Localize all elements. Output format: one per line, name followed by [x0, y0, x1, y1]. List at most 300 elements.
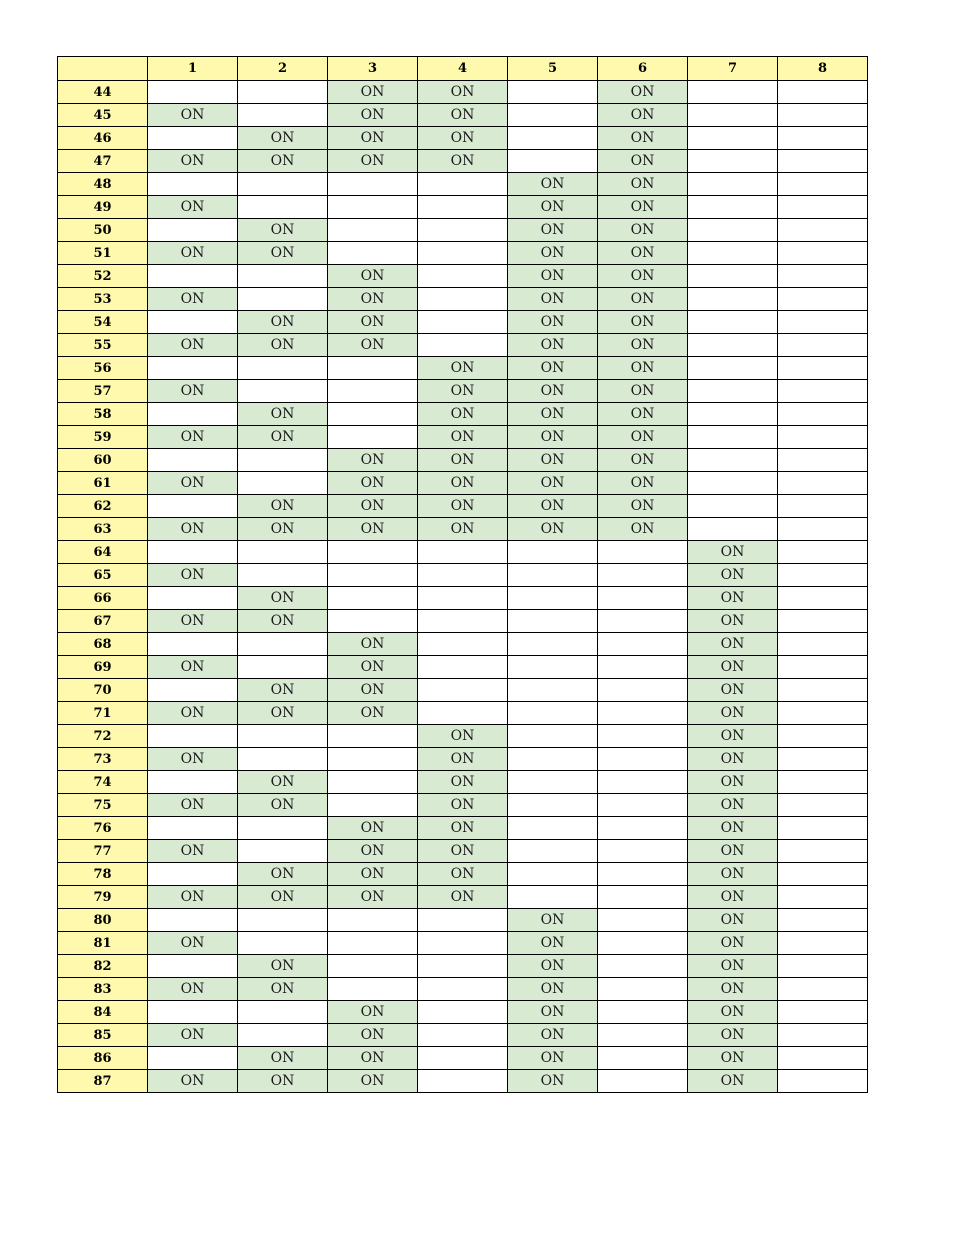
switch-cell: ON — [688, 978, 778, 1001]
table-row — [58, 771, 868, 794]
row-label: 59 — [58, 426, 148, 449]
switch-cell: ON — [508, 1001, 598, 1024]
row-label: 68 — [58, 633, 148, 656]
table-row — [58, 311, 868, 334]
switch-cell: ON — [598, 104, 688, 127]
switch-cell — [238, 541, 328, 564]
switch-cell — [418, 610, 508, 633]
switch-cell: ON — [328, 702, 418, 725]
switch-cell: ON — [328, 1024, 418, 1047]
switch-cell: ON — [508, 1047, 598, 1070]
table-row — [58, 449, 868, 472]
switch-cell: ON — [688, 656, 778, 679]
switch-cell — [328, 541, 418, 564]
row-label: 82 — [58, 955, 148, 978]
switch-cell: ON — [238, 771, 328, 794]
switch-cell — [148, 1047, 238, 1070]
switch-cell — [148, 173, 238, 196]
switch-cell: ON — [148, 978, 238, 1001]
table-row — [58, 173, 868, 196]
switch-cell — [508, 840, 598, 863]
switch-cell — [688, 127, 778, 150]
switch-cell — [778, 886, 868, 909]
switch-cell — [598, 725, 688, 748]
switch-cell — [238, 633, 328, 656]
switch-cell — [148, 449, 238, 472]
switch-cell — [778, 794, 868, 817]
switch-cell — [598, 794, 688, 817]
switch-cell: ON — [148, 104, 238, 127]
switch-cell — [238, 380, 328, 403]
switch-cell — [778, 702, 868, 725]
switch-cell — [508, 587, 598, 610]
switch-cell: ON — [508, 909, 598, 932]
switch-cell: ON — [328, 311, 418, 334]
switch-cell — [778, 1001, 868, 1024]
switch-cell — [328, 610, 418, 633]
switch-cell: ON — [328, 1047, 418, 1070]
row-label: 44 — [58, 81, 148, 104]
switch-cell — [328, 219, 418, 242]
table-row — [58, 104, 868, 127]
switch-cell: ON — [688, 955, 778, 978]
table-row — [58, 840, 868, 863]
switch-cell — [688, 449, 778, 472]
switch-cell: ON — [328, 150, 418, 173]
row-label: 87 — [58, 1070, 148, 1093]
switch-cell — [238, 449, 328, 472]
switch-cell — [778, 357, 868, 380]
switch-cell: ON — [598, 127, 688, 150]
switch-cell — [778, 81, 868, 104]
row-label: 60 — [58, 449, 148, 472]
switch-cell — [418, 978, 508, 1001]
switch-cell: ON — [688, 794, 778, 817]
switch-cell: ON — [688, 1070, 778, 1093]
switch-cell: ON — [508, 219, 598, 242]
switch-cell: ON — [148, 840, 238, 863]
switch-cell: ON — [688, 702, 778, 725]
row-label: 78 — [58, 863, 148, 886]
row-label: 57 — [58, 380, 148, 403]
switch-cell: ON — [598, 196, 688, 219]
switch-cell: ON — [238, 518, 328, 541]
row-label: 64 — [58, 541, 148, 564]
switch-cell — [148, 909, 238, 932]
switch-cell — [778, 679, 868, 702]
switch-cell: ON — [238, 219, 328, 242]
switch-cell — [148, 633, 238, 656]
switch-cell — [598, 1070, 688, 1093]
row-label: 61 — [58, 472, 148, 495]
switch-cell — [778, 403, 868, 426]
switch-cell: ON — [328, 840, 418, 863]
switch-cell: ON — [508, 472, 598, 495]
switch-cell: ON — [238, 495, 328, 518]
switch-cell — [598, 564, 688, 587]
switch-cell: ON — [238, 127, 328, 150]
switch-cell — [328, 426, 418, 449]
table-row — [58, 587, 868, 610]
switch-cell: ON — [148, 748, 238, 771]
switch-cell — [778, 104, 868, 127]
table-row — [58, 127, 868, 150]
row-label: 67 — [58, 610, 148, 633]
switch-cell: ON — [328, 127, 418, 150]
switch-cell: ON — [598, 334, 688, 357]
row-label: 75 — [58, 794, 148, 817]
switch-cell — [598, 587, 688, 610]
switch-cell — [328, 725, 418, 748]
switch-cell: ON — [688, 817, 778, 840]
column-header-7: 7 — [688, 57, 778, 81]
table-row — [58, 472, 868, 495]
switch-cell: ON — [688, 541, 778, 564]
switch-cell: ON — [238, 403, 328, 426]
switch-cell — [418, 1047, 508, 1070]
table-row — [58, 1047, 868, 1070]
switch-cell — [778, 1024, 868, 1047]
switch-cell: ON — [328, 633, 418, 656]
row-label: 79 — [58, 886, 148, 909]
switch-cell — [328, 955, 418, 978]
switch-cell: ON — [688, 886, 778, 909]
switch-cell — [778, 978, 868, 1001]
switch-cell: ON — [688, 1024, 778, 1047]
switch-cell: ON — [598, 380, 688, 403]
switch-cell — [598, 748, 688, 771]
switch-cell — [598, 840, 688, 863]
switch-cell: ON — [688, 610, 778, 633]
switch-cell — [508, 81, 598, 104]
switch-cell: ON — [508, 1024, 598, 1047]
switch-cell: ON — [418, 886, 508, 909]
switch-cell — [148, 1001, 238, 1024]
switch-cell: ON — [238, 150, 328, 173]
switch-cell — [238, 1001, 328, 1024]
switch-cell — [778, 748, 868, 771]
switch-cell: ON — [148, 472, 238, 495]
switch-cell — [508, 794, 598, 817]
table-row — [58, 380, 868, 403]
row-label: 58 — [58, 403, 148, 426]
switch-cell — [688, 81, 778, 104]
switch-cell — [688, 173, 778, 196]
switch-cell — [418, 1070, 508, 1093]
switch-cell — [418, 311, 508, 334]
switch-cell — [508, 564, 598, 587]
switch-cell: ON — [688, 679, 778, 702]
switch-cell: ON — [148, 656, 238, 679]
header-row — [58, 57, 868, 81]
switch-cell — [418, 173, 508, 196]
switch-cell — [688, 242, 778, 265]
table-row — [58, 357, 868, 380]
switch-cell — [148, 541, 238, 564]
switch-cell — [688, 265, 778, 288]
switch-cell — [778, 449, 868, 472]
switch-cell — [778, 771, 868, 794]
switch-cell — [238, 817, 328, 840]
switch-cell: ON — [688, 748, 778, 771]
switch-cell — [328, 978, 418, 1001]
switch-cell: ON — [148, 1024, 238, 1047]
row-label: 74 — [58, 771, 148, 794]
switch-cell: ON — [508, 403, 598, 426]
switch-cell: ON — [688, 932, 778, 955]
switch-cell — [328, 242, 418, 265]
switch-cell — [778, 242, 868, 265]
switch-cell — [688, 196, 778, 219]
switch-cell — [778, 495, 868, 518]
table-body — [58, 81, 868, 1093]
switch-cell: ON — [688, 1001, 778, 1024]
switch-cell — [328, 587, 418, 610]
table-row — [58, 196, 868, 219]
switch-cell: ON — [688, 840, 778, 863]
switch-cell: ON — [418, 771, 508, 794]
switch-cell — [148, 771, 238, 794]
switch-cell: ON — [418, 104, 508, 127]
switch-cell: ON — [148, 886, 238, 909]
table-row — [58, 863, 868, 886]
switch-cell: ON — [238, 1047, 328, 1070]
switch-cell — [238, 1024, 328, 1047]
switch-cell — [508, 748, 598, 771]
switch-cell — [238, 932, 328, 955]
switch-cell: ON — [328, 472, 418, 495]
switch-cell — [778, 426, 868, 449]
row-label: 84 — [58, 1001, 148, 1024]
switch-cell: ON — [688, 771, 778, 794]
switch-cell: ON — [508, 518, 598, 541]
switch-cell — [688, 403, 778, 426]
switch-cell: ON — [328, 518, 418, 541]
switch-cell: ON — [418, 495, 508, 518]
switch-cell — [328, 771, 418, 794]
table-row — [58, 886, 868, 909]
switch-cell — [418, 265, 508, 288]
switch-cell — [778, 472, 868, 495]
row-label: 72 — [58, 725, 148, 748]
switch-cell — [508, 656, 598, 679]
switch-cell: ON — [238, 886, 328, 909]
row-label: 69 — [58, 656, 148, 679]
switch-cell — [688, 426, 778, 449]
switch-cell: ON — [508, 978, 598, 1001]
switch-cell: ON — [238, 242, 328, 265]
switch-cell: ON — [238, 794, 328, 817]
switch-cell — [598, 541, 688, 564]
switch-cell: ON — [418, 357, 508, 380]
table-row — [58, 541, 868, 564]
table-row — [58, 1024, 868, 1047]
switch-cell: ON — [328, 1001, 418, 1024]
switch-cell — [778, 334, 868, 357]
switch-cell — [778, 127, 868, 150]
switch-cell: ON — [508, 1070, 598, 1093]
row-label: 52 — [58, 265, 148, 288]
switch-cell — [688, 495, 778, 518]
switch-cell — [238, 288, 328, 311]
switch-cell — [508, 679, 598, 702]
switch-cell — [148, 127, 238, 150]
switch-cell — [598, 978, 688, 1001]
switch-cell: ON — [238, 1070, 328, 1093]
switch-cell: ON — [148, 702, 238, 725]
column-header-5: 5 — [508, 57, 598, 81]
switch-cell: ON — [598, 81, 688, 104]
switch-cell: ON — [238, 978, 328, 1001]
switch-cell — [418, 541, 508, 564]
switch-cell: ON — [598, 219, 688, 242]
table-row — [58, 564, 868, 587]
switch-cell — [148, 495, 238, 518]
row-label: 47 — [58, 150, 148, 173]
switch-cell — [778, 955, 868, 978]
switch-cell — [778, 173, 868, 196]
switch-cell: ON — [418, 472, 508, 495]
switch-cell — [598, 633, 688, 656]
switch-cell — [778, 380, 868, 403]
table-row — [58, 656, 868, 679]
switch-cell — [238, 173, 328, 196]
switch-cell — [508, 702, 598, 725]
switch-cell: ON — [688, 587, 778, 610]
switch-cell: ON — [598, 403, 688, 426]
switch-cell — [778, 863, 868, 886]
table-row — [58, 748, 868, 771]
switch-cell: ON — [328, 334, 418, 357]
switch-cell: ON — [238, 426, 328, 449]
table-row — [58, 265, 868, 288]
switch-cell: ON — [418, 150, 508, 173]
switch-cell: ON — [688, 725, 778, 748]
switch-cell: ON — [148, 196, 238, 219]
row-label: 54 — [58, 311, 148, 334]
switch-cell — [418, 242, 508, 265]
column-header-8: 8 — [778, 57, 868, 81]
switch-cell — [508, 150, 598, 173]
switch-cell — [778, 817, 868, 840]
switch-cell: ON — [598, 173, 688, 196]
switch-cell: ON — [418, 863, 508, 886]
row-label: 49 — [58, 196, 148, 219]
switch-cell: ON — [328, 104, 418, 127]
table-row — [58, 1070, 868, 1093]
switch-cell — [418, 334, 508, 357]
switch-cell: ON — [148, 426, 238, 449]
switch-cell: ON — [598, 426, 688, 449]
switch-cell — [778, 196, 868, 219]
switch-cell — [778, 633, 868, 656]
table-row — [58, 633, 868, 656]
switch-cell: ON — [328, 265, 418, 288]
switch-cell — [328, 196, 418, 219]
switch-cell: ON — [328, 495, 418, 518]
table-row — [58, 426, 868, 449]
switch-cell — [778, 656, 868, 679]
switch-cell: ON — [598, 518, 688, 541]
row-label: 73 — [58, 748, 148, 771]
switch-cell — [688, 288, 778, 311]
switch-cell: ON — [688, 633, 778, 656]
switch-cell — [238, 104, 328, 127]
switch-cell — [508, 610, 598, 633]
switch-cell — [238, 196, 328, 219]
table-row — [58, 932, 868, 955]
switch-cell — [148, 357, 238, 380]
table-row — [58, 610, 868, 633]
switch-cell: ON — [508, 955, 598, 978]
switch-cell — [508, 541, 598, 564]
switch-cell — [418, 955, 508, 978]
switch-cell: ON — [598, 265, 688, 288]
switch-cell: ON — [238, 955, 328, 978]
switch-cell — [148, 311, 238, 334]
switch-cell: ON — [418, 380, 508, 403]
switch-cell: ON — [238, 311, 328, 334]
switch-cell: ON — [148, 334, 238, 357]
switch-cell: ON — [508, 196, 598, 219]
table-row — [58, 679, 868, 702]
switch-cell — [508, 817, 598, 840]
switch-cell — [328, 748, 418, 771]
switch-cell — [598, 610, 688, 633]
table-header — [58, 57, 868, 81]
row-label: 62 — [58, 495, 148, 518]
switch-cell: ON — [238, 679, 328, 702]
switch-cell — [418, 633, 508, 656]
switch-cell — [778, 219, 868, 242]
switch-cell — [238, 656, 328, 679]
switch-cell — [238, 81, 328, 104]
switch-cell — [778, 265, 868, 288]
row-label: 63 — [58, 518, 148, 541]
row-label: 56 — [58, 357, 148, 380]
switch-cell — [778, 1070, 868, 1093]
switch-cell: ON — [418, 840, 508, 863]
switch-cell — [778, 288, 868, 311]
switch-cell — [778, 518, 868, 541]
switch-cell: ON — [148, 380, 238, 403]
switch-cell — [238, 357, 328, 380]
switch-cell — [778, 587, 868, 610]
switch-cell — [148, 403, 238, 426]
switch-cell: ON — [328, 81, 418, 104]
table-row — [58, 794, 868, 817]
switch-cell: ON — [238, 863, 328, 886]
column-header-6: 6 — [598, 57, 688, 81]
switch-cell — [778, 150, 868, 173]
dip-switch-table — [57, 56, 868, 1093]
switch-cell: ON — [418, 725, 508, 748]
switch-cell: ON — [148, 288, 238, 311]
switch-cell — [598, 909, 688, 932]
switch-cell — [418, 587, 508, 610]
switch-cell — [238, 564, 328, 587]
switch-cell: ON — [418, 518, 508, 541]
row-label: 51 — [58, 242, 148, 265]
row-label: 65 — [58, 564, 148, 587]
switch-cell — [598, 656, 688, 679]
switch-cell — [598, 771, 688, 794]
switch-cell: ON — [148, 564, 238, 587]
switch-cell — [148, 81, 238, 104]
switch-cell: ON — [598, 150, 688, 173]
switch-cell — [418, 909, 508, 932]
switch-cell — [148, 863, 238, 886]
